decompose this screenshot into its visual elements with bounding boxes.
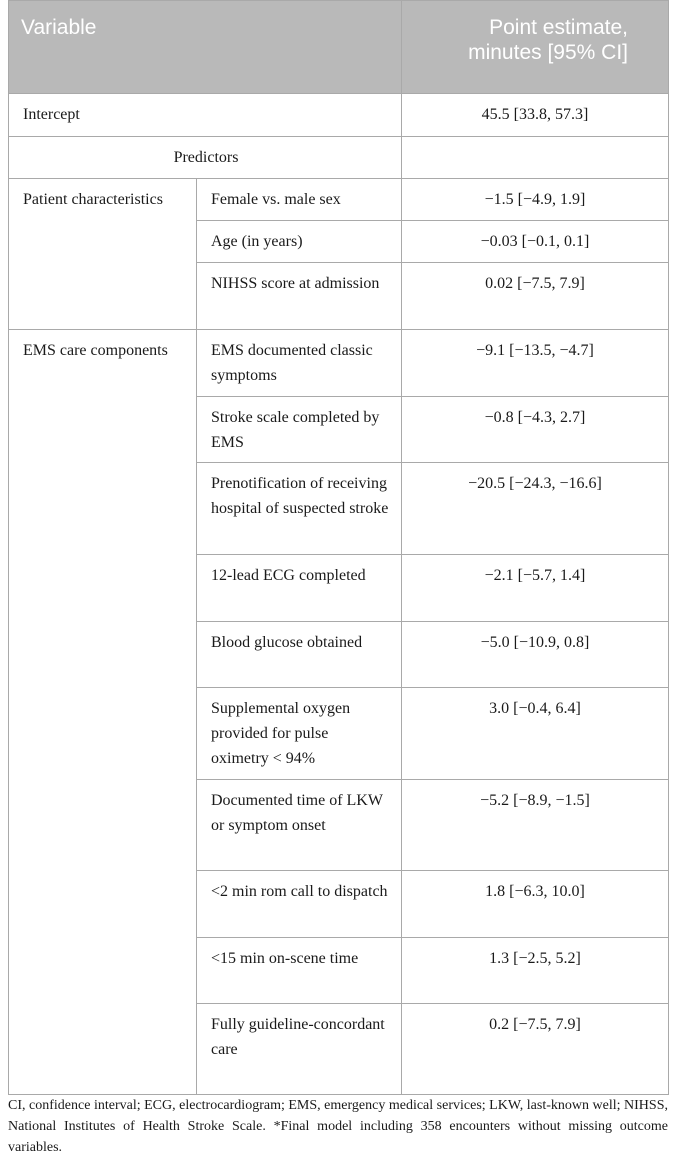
group-patient-characteristics: Patient characteristics xyxy=(9,179,197,330)
row-label: Prenotification of receiving hospital of suspected stroke xyxy=(197,463,402,555)
row-label: Age (in years) xyxy=(197,221,402,263)
predictors-row xyxy=(9,137,669,179)
row-label: EMS documented classic symptoms xyxy=(197,330,402,397)
row-estimate: 0.02 [−7.5, 7.9] xyxy=(402,263,669,330)
row-estimate: 1.8 [−6.3, 10.0] xyxy=(402,871,669,938)
row-estimate: −0.03 [−0.1, 0.1] xyxy=(402,221,669,263)
row-label: <2 min rom call to dispatch xyxy=(197,871,402,938)
intercept-row xyxy=(9,94,669,137)
row-estimate: 3.0 [−0.4, 6.4] xyxy=(402,688,669,780)
row-label: <15 min on-scene time xyxy=(197,938,402,1004)
header-variable: Variable xyxy=(9,1,402,94)
row-label: Stroke scale completed by EMS xyxy=(197,397,402,463)
row-label: NIHSS score at admission xyxy=(197,263,402,330)
row-label: 12-lead ECG completed xyxy=(197,555,402,622)
table-footnote: CI, confidence interval; ECG, electrocardiogram; EMS, emergency medical services; LKW, last-known well; NIHSS, National Institutes of Health Stroke Scale. *Final model including 358 encounters without missing outcome variables. xyxy=(8,1098,668,1155)
results-table xyxy=(8,0,669,1095)
row-estimate: −1.5 [−4.9, 1.9] xyxy=(402,179,669,221)
row-label: Documented time of LKW or symptom onset xyxy=(197,780,402,871)
predictors-empty-cell xyxy=(402,137,669,179)
row-estimate: 0.2 [−7.5, 7.9] xyxy=(402,1004,669,1095)
row-label: Fully guideline-concordant care xyxy=(197,1004,402,1095)
intercept-estimate: 45.5 [33.8, 57.3] xyxy=(402,94,669,137)
intercept-label: Intercept xyxy=(9,94,402,137)
row-estimate: 1.3 [−2.5, 5.2] xyxy=(402,938,669,1004)
row-estimate: −9.1 [−13.5, −4.7] xyxy=(402,330,669,397)
group-ems-care-components: EMS care components xyxy=(9,330,197,1095)
row-label: Blood glucose obtained xyxy=(197,622,402,688)
row-estimate: −5.2 [−8.9, −1.5] xyxy=(402,780,669,871)
row-estimate: −20.5 [−24.3, −16.6] xyxy=(402,463,669,555)
header-row xyxy=(9,1,669,94)
row-label: Supplemental oxygen provided for pulse oximetry < 94% xyxy=(197,688,402,780)
table-row xyxy=(9,179,669,221)
row-estimate: −0.8 [−4.3, 2.7] xyxy=(402,397,669,463)
row-estimate: −5.0 [−10.9, 0.8] xyxy=(402,622,669,688)
row-label: Female vs. male sex xyxy=(197,179,402,221)
header-estimate: Point estimate, minutes [95% CI] xyxy=(402,1,669,94)
predictors-label: Predictors xyxy=(9,137,402,179)
table-row xyxy=(9,330,669,397)
row-estimate: −2.1 [−5.7, 1.4] xyxy=(402,555,669,622)
